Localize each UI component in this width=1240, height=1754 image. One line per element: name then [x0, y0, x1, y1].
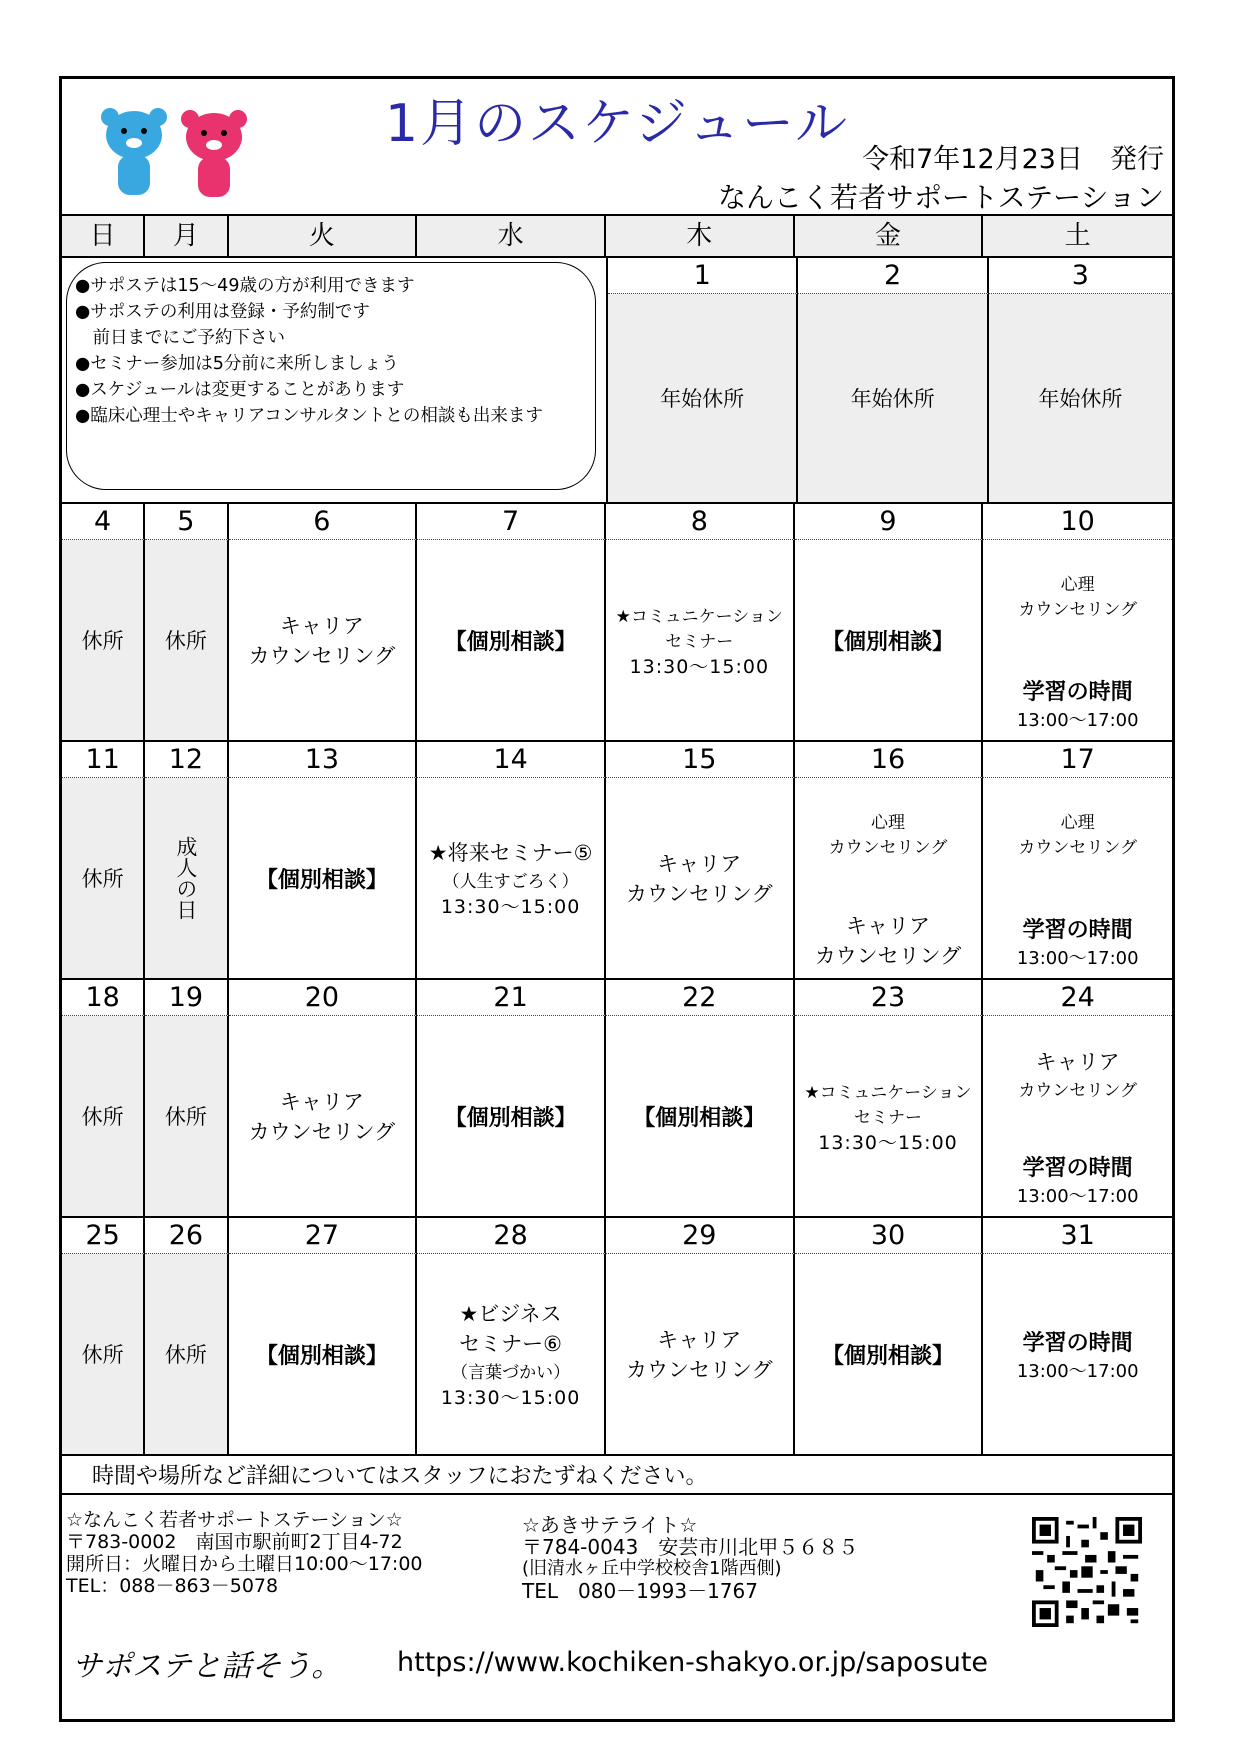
event-time: 13:00～17:00: [1016, 948, 1139, 969]
event-label: ★ビジネス: [459, 1302, 562, 1326]
day-number: 30: [795, 1218, 984, 1254]
event-label: 成人の日: [173, 836, 198, 920]
event-label: キャリア: [1035, 1050, 1120, 1074]
day-number: 28: [417, 1218, 606, 1254]
day-cell: [229, 1254, 418, 1456]
day-cell: [62, 540, 145, 742]
slogan-handwriting: サポステと話そう。: [72, 1649, 342, 1684]
event-label: 心理: [1060, 813, 1095, 833]
schedule-frame: [59, 76, 1175, 1722]
day-cell: [795, 778, 984, 980]
footer-note: 時間や場所など詳細についてはスタッフにおたずねください。: [62, 1459, 1172, 1495]
day-cell: [795, 1254, 984, 1456]
day-cell: [798, 294, 988, 504]
event-label: カウンセリング: [1018, 838, 1138, 858]
notice-line: ●セミナー参加は5分前に来所しましょう: [75, 354, 399, 374]
event-label: 休所: [164, 1105, 207, 1129]
event-label: 年始休所: [850, 387, 935, 411]
event-label: カウンセリング: [1018, 1081, 1138, 1101]
day-cell: [983, 778, 1172, 980]
day-number: 31: [983, 1218, 1172, 1254]
day-cell: [606, 778, 795, 980]
day-cell: [229, 1016, 418, 1218]
event-time: 13:30～15:00: [440, 896, 581, 918]
event-label: 学習の時間: [1022, 1330, 1133, 1356]
event-label: カウンセリング: [828, 838, 948, 858]
day-number: 22: [606, 980, 795, 1016]
satellite-office-info: [522, 1514, 858, 1602]
event-time: 13:00～17:00: [1016, 710, 1139, 731]
day-cell: [417, 778, 606, 980]
office-tel: TEL：088－863－5078: [66, 1575, 279, 1597]
event-label: キャリア: [845, 914, 930, 938]
week-3-numbers: [62, 980, 1172, 1016]
event-label: 【個別相談】: [633, 1105, 766, 1131]
day-number: 26: [145, 1218, 228, 1254]
day-cell: [62, 1254, 145, 1456]
day-cell: [417, 1016, 606, 1218]
event-label: 学習の時間: [1022, 1156, 1133, 1181]
event-label: 学習の時間: [1022, 680, 1133, 705]
day-cell: [229, 778, 418, 980]
day-cell: [229, 540, 418, 742]
notice-box: [66, 262, 596, 490]
week-4-numbers: [62, 1218, 1172, 1254]
event-label: 【個別相談】: [821, 629, 954, 655]
event-time: 13:30～15:00: [629, 655, 770, 678]
event-time: 13:30～15:00: [440, 1387, 581, 1409]
day-number: 27: [229, 1218, 418, 1254]
day-number: 8: [606, 504, 795, 540]
event-label: キャリア: [657, 1328, 742, 1352]
event-label: ★コミュニケーション: [804, 1082, 972, 1103]
weekday-sun: 日: [62, 216, 145, 258]
day-number: 24: [983, 980, 1172, 1016]
day-cell: [989, 294, 1172, 504]
satellite-name: ☆あきサテライト☆: [522, 1513, 698, 1537]
day-number: 1: [608, 258, 798, 294]
week-2-events: [62, 778, 1172, 980]
day-number: 6: [229, 504, 418, 540]
day-number: 11: [62, 742, 145, 778]
week-3-events: [62, 1016, 1172, 1218]
event-label: キャリア: [657, 852, 742, 876]
day-cell: [62, 778, 145, 980]
event-label: 【個別相談】: [255, 867, 388, 893]
week-1-events: [62, 540, 1172, 742]
day-number: 20: [229, 980, 418, 1016]
event-label: ★将来セミナー⑤: [428, 841, 593, 865]
event-label: セミナー: [853, 1107, 922, 1128]
day-number: 21: [417, 980, 606, 1016]
event-label: カウンセリング: [625, 1358, 773, 1382]
event-label: 【個別相談】: [255, 1343, 388, 1369]
calendar-grid: [62, 214, 1172, 1456]
event-label: 休所: [81, 629, 124, 653]
notice-line: ●臨床心理士やキャリアコンサルタントとの相談も出来ます: [75, 406, 543, 426]
event-label: 年始休所: [1038, 387, 1123, 411]
day-number: 10: [983, 504, 1172, 540]
satellite-address: 〒784-0043 安芸市川北甲５６８５: [522, 1535, 859, 1559]
notice-line: ●サポステは15～49歳の方が利用できます: [75, 276, 415, 296]
main-office-info: [66, 1509, 423, 1597]
event-label: 【個別相談】: [444, 629, 577, 655]
day-cell: [145, 540, 228, 742]
day-cell: [62, 1016, 145, 1218]
qr-code-icon[interactable]: [1032, 1517, 1142, 1627]
event-label: カウンセリング: [248, 1120, 396, 1144]
event-label: 【個別相談】: [444, 1105, 577, 1131]
week-2-numbers: [62, 742, 1172, 778]
day-cell: [145, 1016, 228, 1218]
day-cell: [606, 1016, 795, 1218]
event-label: 学習の時間: [1022, 918, 1133, 943]
day-number: 16: [795, 742, 984, 778]
event-label: 休所: [81, 1343, 124, 1367]
event-label: 心理: [870, 813, 905, 833]
day-number: 18: [62, 980, 145, 1016]
day-cell: [145, 1254, 228, 1456]
office-hours: 開所日：火曜日から土曜日10:00～17:00: [66, 1553, 423, 1575]
day-number: 3: [989, 258, 1172, 294]
weekday-mon: 月: [145, 216, 228, 258]
day-cell: [145, 778, 228, 980]
day-number: 25: [62, 1218, 145, 1254]
event-label: カウンセリング: [814, 944, 962, 968]
event-label: 心理: [1060, 575, 1095, 595]
event-label: 休所: [81, 1105, 124, 1129]
week-0: [62, 258, 1172, 504]
day-cell: [983, 1254, 1172, 1456]
day-number: 29: [606, 1218, 795, 1254]
weekday-wed: 水: [417, 216, 606, 258]
day-number: 14: [417, 742, 606, 778]
event-time: 13:30～15:00: [818, 1131, 958, 1154]
day-cell: [795, 540, 984, 742]
weekday-fri: 金: [795, 216, 984, 258]
day-cell: [606, 540, 795, 742]
satellite-tel: TEL 080－1993－1767: [522, 1579, 758, 1603]
satellite-note: (旧清水ヶ丘中学校校舎1階西側): [522, 1558, 782, 1579]
day-cell: [417, 540, 606, 742]
event-label: セミナー: [665, 631, 734, 652]
day-number: 4: [62, 504, 145, 540]
page-title: 1月のスケジュール: [385, 94, 849, 154]
notice-line: ●サポステの利用は登録・予約制です: [75, 302, 370, 322]
event-label: （言葉づかい）: [451, 1363, 571, 1383]
event-label: カウンセリング: [625, 882, 773, 906]
day-number: 5: [145, 504, 228, 540]
day-cell: [608, 294, 798, 504]
issue-date: 令和7年12月23日 発行: [862, 144, 1164, 175]
notice-area: [62, 258, 608, 504]
day-cell: [795, 1016, 984, 1218]
event-label: キャリア: [279, 614, 364, 638]
event-label: （人生すごろく）: [442, 872, 579, 892]
event-label: 休所: [164, 1343, 207, 1367]
day-number: 12: [145, 742, 228, 778]
event-label: キャリア: [279, 1090, 364, 1114]
day-cell: [417, 1254, 606, 1456]
event-label: 休所: [164, 629, 207, 653]
day-number: 2: [798, 258, 988, 294]
event-label: 休所: [81, 867, 124, 891]
website-link[interactable]: https://www.kochiken-shakyo.or.jp/saposute: [397, 1647, 989, 1678]
day-number: 23: [795, 980, 984, 1016]
event-label: 年始休所: [660, 387, 745, 411]
office-address: 〒783-0002 南国市駅前町2丁目4-72: [66, 1531, 403, 1553]
event-time: 13:00～17:00: [1016, 1186, 1139, 1207]
day-number: 7: [417, 504, 606, 540]
day-cell: [983, 540, 1172, 742]
event-label: カウンセリング: [1018, 600, 1138, 620]
day-number: 9: [795, 504, 984, 540]
event-label: 【個別相談】: [821, 1343, 954, 1369]
event-label: カウンセリング: [248, 644, 396, 668]
weekday-sat: 土: [983, 216, 1172, 258]
event-label: ★コミュニケーション: [615, 606, 783, 627]
weekday-tue: 火: [229, 216, 418, 258]
day-cell: [606, 1254, 795, 1456]
week-1-numbers: [62, 504, 1172, 540]
day-cell: [983, 1016, 1172, 1218]
week-4-events: [62, 1254, 1172, 1456]
issuer-name: なんこく若者サポートステーション: [717, 181, 1164, 214]
notice-line: ●スケジュールは変更することがあります: [75, 380, 405, 400]
weekday-thu: 木: [606, 216, 795, 258]
day-number: 15: [606, 742, 795, 778]
day-number: 19: [145, 980, 228, 1016]
day-number: 13: [229, 742, 418, 778]
event-time: 13:00～17:00: [1016, 1360, 1139, 1382]
notice-line: 前日までにご予約下さい: [75, 328, 285, 348]
office-name: ☆なんこく若者サポートステーション☆: [66, 1509, 403, 1531]
day-number: 17: [983, 742, 1172, 778]
weekday-header-row: [62, 214, 1172, 258]
event-label: セミナー⑥: [459, 1332, 562, 1356]
